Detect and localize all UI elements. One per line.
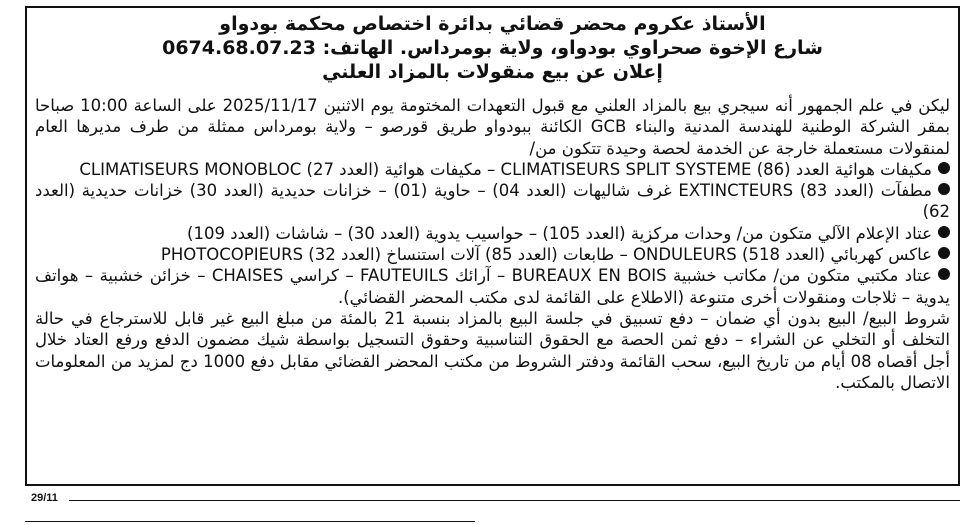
- bullet-icon: [938, 183, 950, 195]
- item-3: [35, 223, 950, 244]
- intro-paragraph: ليكن في علم الجمهور أنه سيجري بيع بالمزاد العلني مع قبول التعهدات المختومة يوم الاثنين 2025/11/17 على الساعة 10:00 صباحا بمقر الشركة الوطنية للهندسة المدنية والبناء GCB الكائنة ببودواو طريق قورصو – ولاية بومرداس ممثلة من طرف مديرها العام لمنقولات مستعملة خارجة عن الخدمة لحصة وحيدة تتكون من/: [35, 96, 950, 158]
- bullet-icon: [938, 162, 950, 174]
- bullet-icon: [938, 247, 950, 259]
- item-text: مكيفات هوائية العدد (86) CLIMATISEURS SPLIT SYSTEME – مكيفات هوائية (العدد 27) CLIMATISEURS MONOBLOC: [79, 159, 932, 179]
- item-text: مطفآت (العدد 83) EXTINCTEURS غرف شاليهات (العدد 04) – حاوية (01) – خزانات حديدية (العدد 30) خزانات حديدية (العدد 62): [35, 181, 950, 222]
- item-5: [35, 265, 950, 308]
- item-2: [35, 180, 950, 223]
- bullet-icon: [938, 226, 950, 238]
- bottom-divider: [25, 521, 475, 522]
- footer: [25, 490, 960, 510]
- reference-number: 29/11: [31, 492, 58, 504]
- announcement-header: [27, 12, 958, 84]
- item-1: [35, 159, 950, 180]
- bullet-icon: [938, 268, 950, 280]
- announcement-frame: [25, 6, 960, 486]
- item-4: [35, 244, 950, 265]
- item-text: عتاد الإعلام الآلي متكون من/ وحدات مركزية (العدد 105) – حواسيب يدوية (العدد 30) – شاشات (العدد 109): [187, 223, 932, 243]
- bailiff-name: الأستاذ عكروم محضر قضائي بدائرة اختصاص محكمة بودواو: [219, 13, 766, 35]
- address-phone: شارع الإخوة صحراوي بودواو، ولاية بومرداس. الهاتف: 0674.68.07.23: [162, 37, 823, 59]
- item-text: عاكس كهربائي (العدد 518) ONDULEURS – طابعات (العدد 85) آلات استنساخ (العدد 32) PHOTOCOPIEURS: [160, 245, 932, 265]
- footer-divider: [69, 500, 960, 501]
- announcement-body: [35, 95, 950, 393]
- announcement-title: إعلان عن بيع منقولات بالمزاد العلني: [322, 61, 663, 83]
- item-text: عتاد مكتبي متكون من/ مكاتب خشبية BUREAUX EN BOIS – آرائك FAUTEUILS – كراسي CHAISES – خزائن خشبية – هواتف يدوية – ثلاجات ومنقولات أخرى متنوعة (الاطلاع على القائمة لدى مكتب المحضر القضائي).: [35, 266, 950, 307]
- conditions-paragraph: شروط البيع/ البيع بدون أي ضمان – دفع تسبيق في جلسة البيع بالمزاد بنسبة 21 بالمئة من مبلغ البيع غير قابل للاسترجاع في حالة التخلف أو التخلي عن الشراء – دفع ثمن الحصة مع الحقوق التناسبية وحقوق التسجيل بواسطة شيك مضمون الدفع ورفع العتاد خلال أجل أقصاه 08 أيام من تاريخ البيع، سحب القائمة ودفتر الشروط من مكتب المحضر القضائي مقابل دفع 1000 دج لمزيد من المعلومات الاتصال بالمكتب.: [35, 308, 950, 392]
